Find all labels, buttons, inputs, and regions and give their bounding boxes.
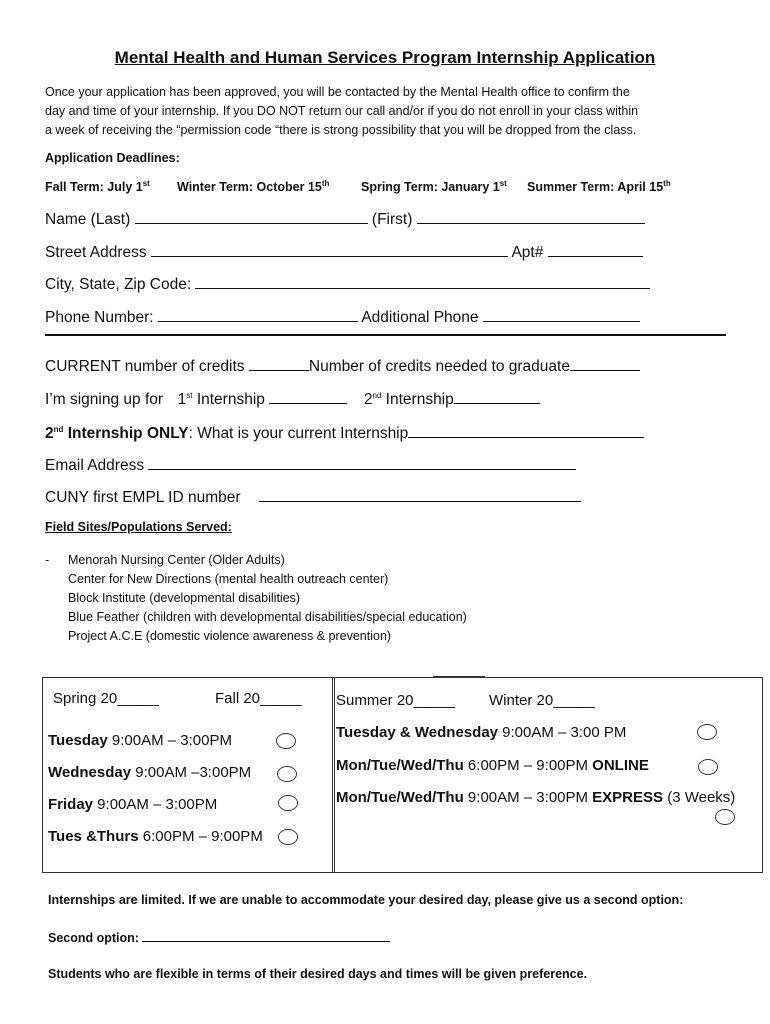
current-credits-label: CURRENT number of credits	[45, 358, 245, 375]
limited-note: Internships are limited. If we are unable to accommodate your desired day, please give us a second option:	[48, 893, 684, 907]
name-last-label: Name (Last)	[45, 211, 131, 228]
second-only-label: 2nd Internship ONLY: What is your current Internship	[45, 424, 409, 442]
option-friday: Friday 9:00AM – 3:00PM	[48, 796, 218, 813]
credits-needed-label: Number of credits needed to graduate	[308, 358, 570, 375]
first-internship-label: 1st Internship	[177, 390, 265, 408]
second-option-label: Second option:	[48, 931, 139, 945]
intro-paragraph	[45, 83, 735, 140]
winter-term: Winter 20_____	[489, 692, 595, 709]
deadline-spring: Spring Term: January 1st	[361, 178, 507, 194]
street-label: Street Address	[45, 244, 147, 261]
intro-line: day and time of your internship. If you DO NOT return our call and/or if you do not enroll in your class within	[45, 104, 639, 118]
deadlines-heading: Application Deadlines:	[45, 151, 180, 165]
second-option-row	[48, 930, 390, 945]
option-wednesday: Wednesday 9:00AM –3:00PM	[48, 764, 252, 781]
phone-field[interactable]	[158, 308, 358, 322]
credits-needed-field[interactable]	[570, 357, 640, 371]
email-field[interactable]	[148, 456, 576, 470]
radio-tues-thurs[interactable]	[278, 829, 298, 845]
credits-row	[45, 357, 640, 376]
summer-term: Summer 20_____	[336, 692, 456, 709]
section-divider	[45, 334, 726, 336]
spring-term: Spring 20_____	[53, 690, 159, 707]
name-first-field[interactable]	[417, 210, 645, 224]
signing-up-row	[45, 390, 540, 409]
option-online: Mon/Tue/Wed/Thu 6:00PM – 9:00PM ONLINE	[336, 757, 649, 774]
list-item: - Menorah Nursing Center (Older Adults)	[45, 553, 285, 567]
apt-label: Apt#	[511, 244, 544, 261]
signing-up-label: I’m signing up for	[45, 391, 164, 408]
name-first-label: (First)	[371, 211, 413, 228]
cuny-id-label: CUNY first EMPL ID number	[45, 489, 241, 506]
city-field[interactable]	[195, 275, 650, 289]
street-row	[45, 243, 643, 262]
phone-row	[45, 308, 640, 327]
email-row	[45, 456, 576, 475]
additional-phone-field[interactable]	[483, 308, 640, 322]
current-internship-field[interactable]	[408, 424, 644, 438]
option-tuesday: Tuesday 9:00AM – 3:00PM	[48, 732, 232, 749]
fall-term: Fall 20_____	[215, 690, 302, 707]
city-label: City, State, Zip Code:	[45, 276, 192, 293]
radio-friday[interactable]	[278, 795, 298, 811]
radio-tuesday[interactable]	[276, 733, 296, 749]
list-item: Center for New Directions (mental health outreach center)	[68, 572, 389, 586]
page-title: Mental Health and Human Services Program Internship Application	[114, 48, 656, 67]
radio-tue-wed[interactable]	[697, 724, 717, 740]
flexible-note: Students who are flexible in terms of their desired days and times will be given preference.	[48, 967, 588, 981]
list-item: Block Institute (developmental disabilities)	[68, 591, 301, 605]
deadline-winter: Winter Term: October 15th	[177, 178, 330, 194]
option-tue-wed: Tuesday & Wednesday 9:00AM – 3:00 PM	[336, 724, 627, 741]
email-label: Email Address	[45, 457, 145, 474]
first-internship-field[interactable]	[269, 390, 347, 404]
radio-express[interactable]	[715, 809, 735, 825]
second-only-row	[45, 424, 644, 443]
cuny-id-field[interactable]	[259, 488, 581, 502]
radio-wednesday[interactable]	[277, 766, 297, 782]
option-tues-thurs: Tues &Thurs 6:00PM – 9:00PM	[48, 828, 263, 845]
name-last-field[interactable]	[135, 210, 368, 224]
second-internship-label: 2nd Internship	[363, 390, 454, 408]
additional-phone-label: Additional Phone	[361, 309, 479, 326]
sites-list	[45, 551, 467, 646]
city-row	[45, 275, 650, 294]
current-credits-field[interactable]	[249, 357, 309, 371]
deadline-summer: Summer Term: April 15th	[527, 178, 671, 194]
intro-line: a week of receiving the “permission code “there is strong possibility that you will be dropped from the class.	[45, 123, 637, 137]
name-row	[45, 210, 645, 229]
list-item: Project A.C.E (domestic violence awareness & prevention)	[68, 629, 392, 643]
cuny-id-row	[45, 488, 581, 507]
intro-line: Once your application has been approved, you will be contacted by the Mental Health office to confirm the	[45, 85, 630, 99]
phone-label: Phone Number:	[45, 309, 154, 326]
second-option-field[interactable]	[142, 930, 390, 942]
deadline-fall: Fall Term: July 1st	[45, 178, 150, 194]
option-express: Mon/Tue/Wed/Thu 9:00AM – 3:00PM EXPRESS (3 Weeks)	[336, 789, 736, 806]
apt-field[interactable]	[548, 243, 643, 257]
sites-heading: Field Sites/Populations Served:	[45, 520, 232, 534]
street-field[interactable]	[151, 243, 508, 257]
list-item: Blue Feather (children with developmental disabilities/special education)	[68, 610, 467, 624]
second-internship-field[interactable]	[454, 390, 540, 404]
radio-online[interactable]	[698, 759, 718, 775]
